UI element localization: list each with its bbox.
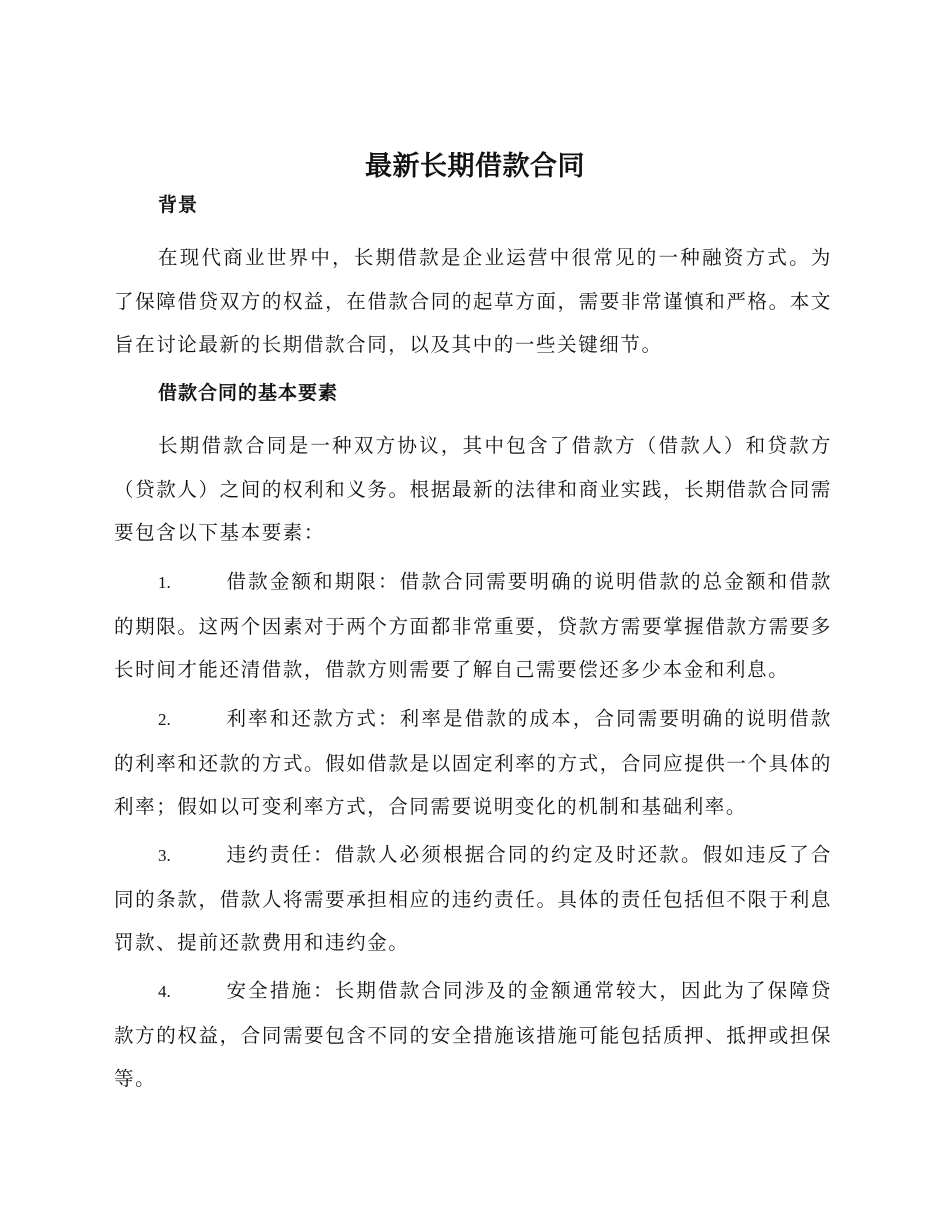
list-item-number: 1.: [158, 573, 171, 592]
list-item-number: 4.: [158, 982, 171, 1001]
section-heading-basic-elements: 借款合同的基本要素: [158, 383, 339, 404]
list-item-text: 安全措施：长期借款合同涉及的金额通常较大，因此为了保障贷款方的权益，合同需要包含不同的安全措施该措施可能包括质押、抵押或担保等。: [114, 979, 832, 1090]
section-heading-background: 背景: [158, 195, 199, 216]
list-item-text: 违约责任：借款人必须根据合同的约定及时还款。假如违反了合同的条款，借款人将需要承担相应的违约责任。具体的责任包括但不限于利息罚款、提前还款费用和违约金。: [114, 843, 832, 954]
basic-elements-intro-paragraph: 长期借款合同是一种双方协议，其中包含了借款方（借款人）和贷款方（贷款人）之间的权利和义务。根据最新的法律和商业实践，长期借款合同需要包含以下基本要素：: [114, 434, 832, 544]
document-title: 最新长期借款合同: [365, 151, 585, 181]
list-item: [114, 969, 832, 1101]
list-item-number: 3.: [158, 846, 171, 865]
list-item-number: 2.: [158, 710, 171, 729]
list-item: [114, 560, 832, 692]
background-paragraph: 在现代商业世界中，长期借款是企业运营中很常见的一种融资方式。为了保障借贷双方的权益，在借款合同的起草方面，需要非常谨慎和严格。本文旨在讨论最新的长期借款合同，以及其中的一些关键细节。: [114, 246, 832, 356]
list-item-text: 借款金额和期限：借款合同需要明确的说明借款的总金额和借款的期限。这两个因素对于两个方面都非常重要，贷款方需要掌握借款方需要多长时间才能还清借款，借款方则需要了解自己需要偿还多少本金和利息。: [114, 570, 832, 681]
list-item: [114, 833, 832, 965]
list-item: [114, 697, 832, 829]
list-item-text: 利率和还款方式：利率是借款的成本，合同需要明确的说明借款的利率和还款的方式。假如借款是以固定利率的方式，合同应提供一个具体的利率；假如以可变利率方式，合同需要说明变化的机制和基础利率。: [114, 707, 832, 818]
